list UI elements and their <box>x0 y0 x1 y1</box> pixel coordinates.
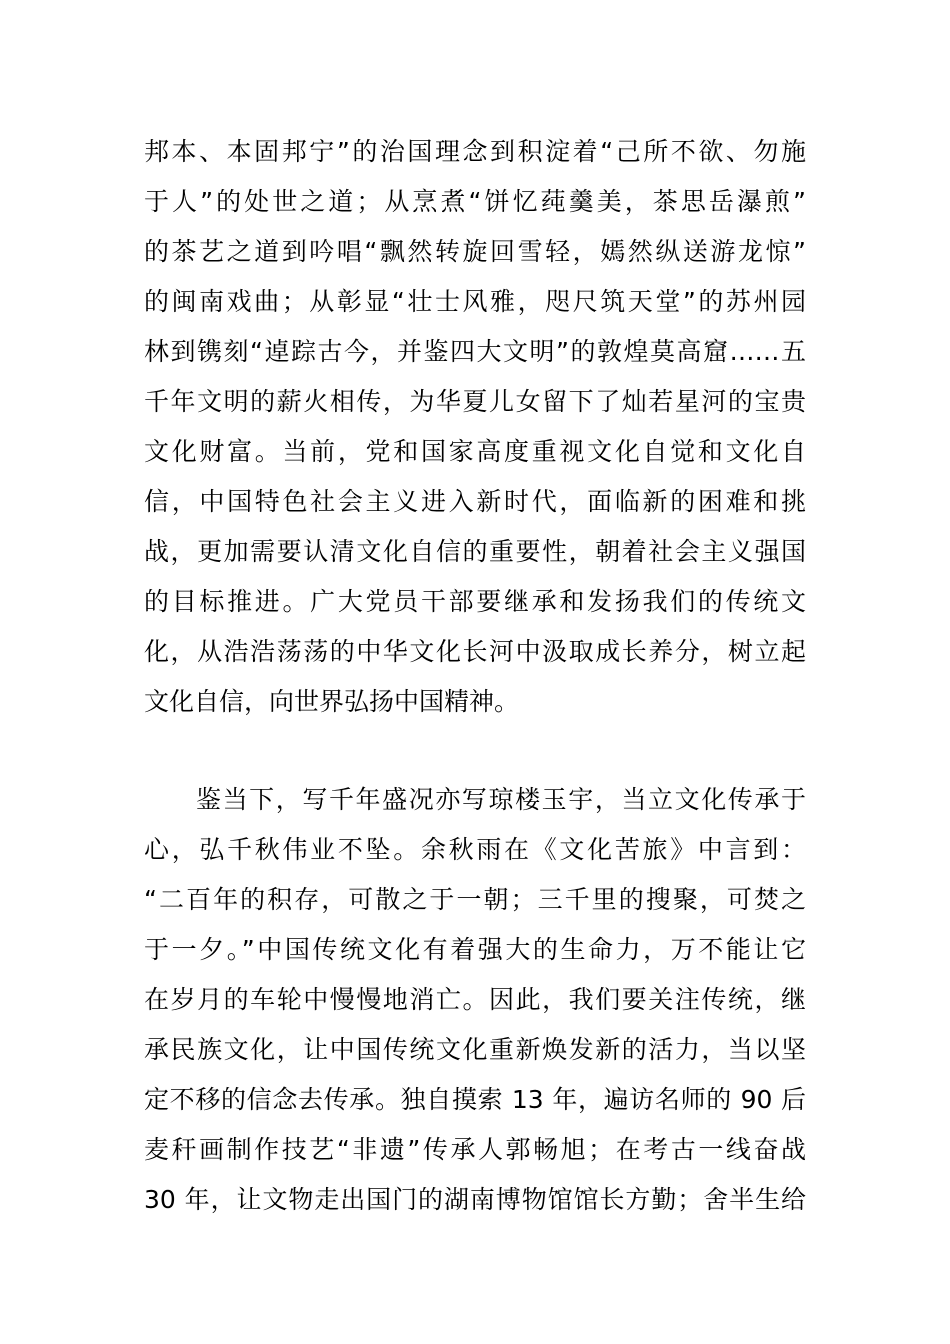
paragraph-2-line-8: 麦秆画制作技艺“非遗”传承人郭畅旭；在考古一线奋战 <box>144 1135 806 1164</box>
paragraph-1-line-3: 的茶艺之道到吟唱“飘然转旋回雪轻，嫣然纵送游龙惊” <box>144 237 806 266</box>
paragraph-1-line-10: 的目标推进。广大党员干部要继承和发扬我们的传统文 <box>144 587 806 616</box>
paragraph-2-line-4: 于一夕。”中国传统文化有着强大的生命力，万不能让它 <box>144 935 806 964</box>
paragraph-1-line-12: 文化自信，向世界弘扬中国精神。 <box>144 687 520 716</box>
paragraph-1-line-5: 林到镌刻“逴踪古今，并鉴四大文明”的敦煌莫高窟……五 <box>144 337 806 366</box>
paragraph-2-line-1: 鉴当下，写千年盛况亦写琼楼玉宇，当立文化传承于 <box>196 785 806 814</box>
paragraph-1-line-11: 化，从浩浩荡荡的中华文化长河中汲取成长养分，树立起 <box>144 637 806 666</box>
paragraph-2-line-2: 心，弘千秋伟业不坠。余秋雨在《文化苦旅》中言到： <box>144 835 806 864</box>
paragraph-1-line-2: 于人”的处世之道；从烹煮“饼忆莼羹美，茶思岳瀑煎” <box>144 187 806 216</box>
paragraph-1-line-1: 邦本、本固邦宁”的治国理念到积淀着“己所不欲、勿施 <box>144 137 806 166</box>
paragraph-1-line-9: 战，更加需要认清文化自信的重要性，朝着社会主义强国 <box>144 537 806 566</box>
paragraph-1-line-6: 千年文明的薪火相传，为华夏儿女留下了灿若星河的宝贵 <box>144 387 806 416</box>
paragraph-2-line-9: 30 年，让文物走出国门的湖南博物馆馆长方勤；舍半生给 <box>144 1185 806 1214</box>
paragraph-2-line-5: 在岁月的车轮中慢慢地消亡。因此，我们要关注传统，继 <box>144 985 806 1014</box>
paragraph-1-line-8: 信，中国特色社会主义进入新时代，面临新的困难和挑 <box>144 487 806 516</box>
paragraph-2-line-7: 定不移的信念去传承。独自摸索 13 年，遍访名师的 90 后 <box>144 1085 806 1114</box>
paragraph-2-line-6: 承民族文化，让中国传统文化重新焕发新的活力，当以坚 <box>144 1035 806 1064</box>
paragraph-2-line-3: “二百年的积存，可散之于一朝；三千里的搜聚，可焚之 <box>144 885 806 914</box>
paragraph-1-line-7: 文化财富。当前，党和国家高度重视文化自觉和文化自 <box>144 437 806 466</box>
paragraph-1-line-4: 的闽南戏曲；从彰显“壮士风雅，咫尺筑天堂”的苏州园 <box>144 287 806 316</box>
